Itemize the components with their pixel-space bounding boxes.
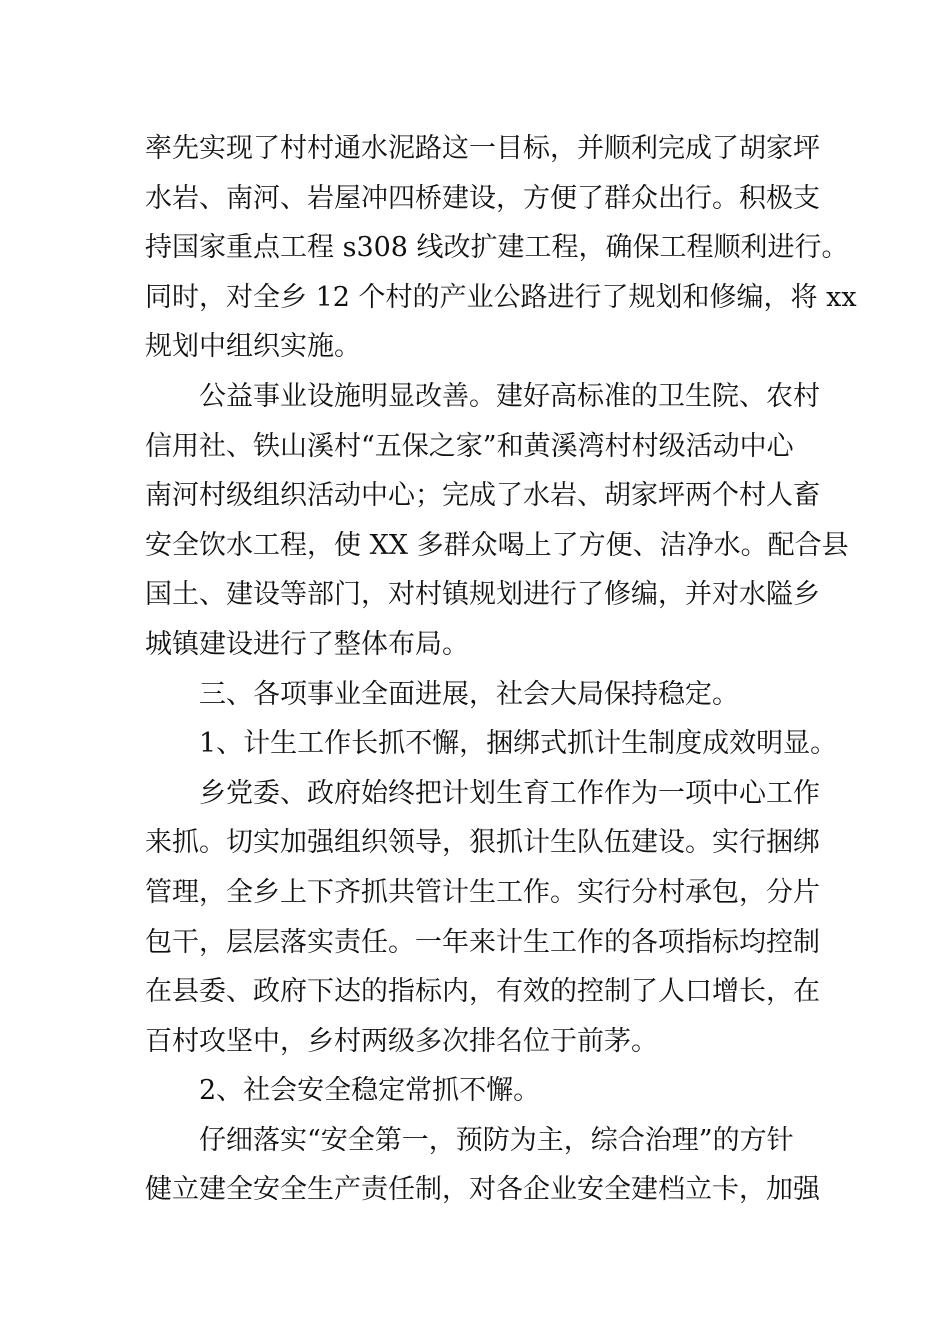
paragraph (145, 372, 849, 670)
paragraph (145, 124, 857, 372)
text-line: 包干，层层落实责任。一年来计生工作的各项指标均控制 (145, 926, 820, 958)
text-line: 国土、建设等部门，对村镇规划进行了修编，并对水隘乡 (145, 579, 820, 611)
section-heading (145, 670, 813, 720)
text-line: 健立建全安全生产责任制，对各企业安全建档立卡，加强 (145, 1174, 820, 1206)
text-line: 管理，全乡上下齐抓共管计生工作。实行分村承包，分片 (145, 876, 820, 908)
text-line: 来抓。切实加强组织领导，狠抓计生队伍建设。实行捆绑 (145, 827, 820, 859)
text-line: 乡党委、政府始终把计划生育工作作为一项中心工作 (199, 777, 820, 809)
paragraph (145, 769, 820, 1067)
text-line: 率先实现了村村通水泥路这一目标，并顺利完成了胡家坪 (145, 133, 820, 164)
text-line: 安全饮水工程，使 XX 多群众喝上了方便、洁净水。配合县 (145, 529, 849, 561)
text-line: 南河村级组织活动中心；完成了水岩、胡家坪两个村人畜 (145, 480, 820, 512)
text-line: 三、各项事业全面进展，社会大局保持稳定。 (199, 678, 739, 710)
text-line: 百村攻坚中，乡村两级多次排名位于前茅。 (145, 1025, 658, 1057)
subsection-heading (145, 1066, 813, 1116)
text-line: 2、社会安全稳定常抓不懈。 (199, 1075, 541, 1107)
text-line: 持国家重点工程 s308 线改扩建工程，确保工程顺利进行。 (145, 232, 849, 264)
text-line: 1、计生工作长抓不懈，捆绑式抓计生制度成效明显。 (199, 728, 838, 760)
text-line: 仔细落实“安全第一，预防为主，综合治理”的方针 (199, 1124, 794, 1156)
text-line: 城镇建设进行了整体布局。 (145, 628, 469, 660)
text-line: 在县委、政府下达的指标内，有效的控制了人口增长，在 (145, 976, 820, 1008)
document-body (145, 124, 857, 1215)
text-line: 公益事业设施明显改善。建好高标准的卫生院、农村 (199, 380, 820, 412)
paragraph (145, 1116, 820, 1215)
text-line: 信用社、铁山溪村“五保之家”和黄溪湾村村级活动中心 (145, 430, 794, 462)
subsection-heading (145, 719, 838, 769)
text-line: 水岩、南河、岩屋冲四桥建设，方便了群众出行。积极支 (145, 182, 820, 214)
text-line: 同时，对全乡 12 个村的产业公路进行了规划和修编，将 xx (145, 281, 857, 313)
text-line: 规划中组织实施。 (145, 331, 361, 363)
